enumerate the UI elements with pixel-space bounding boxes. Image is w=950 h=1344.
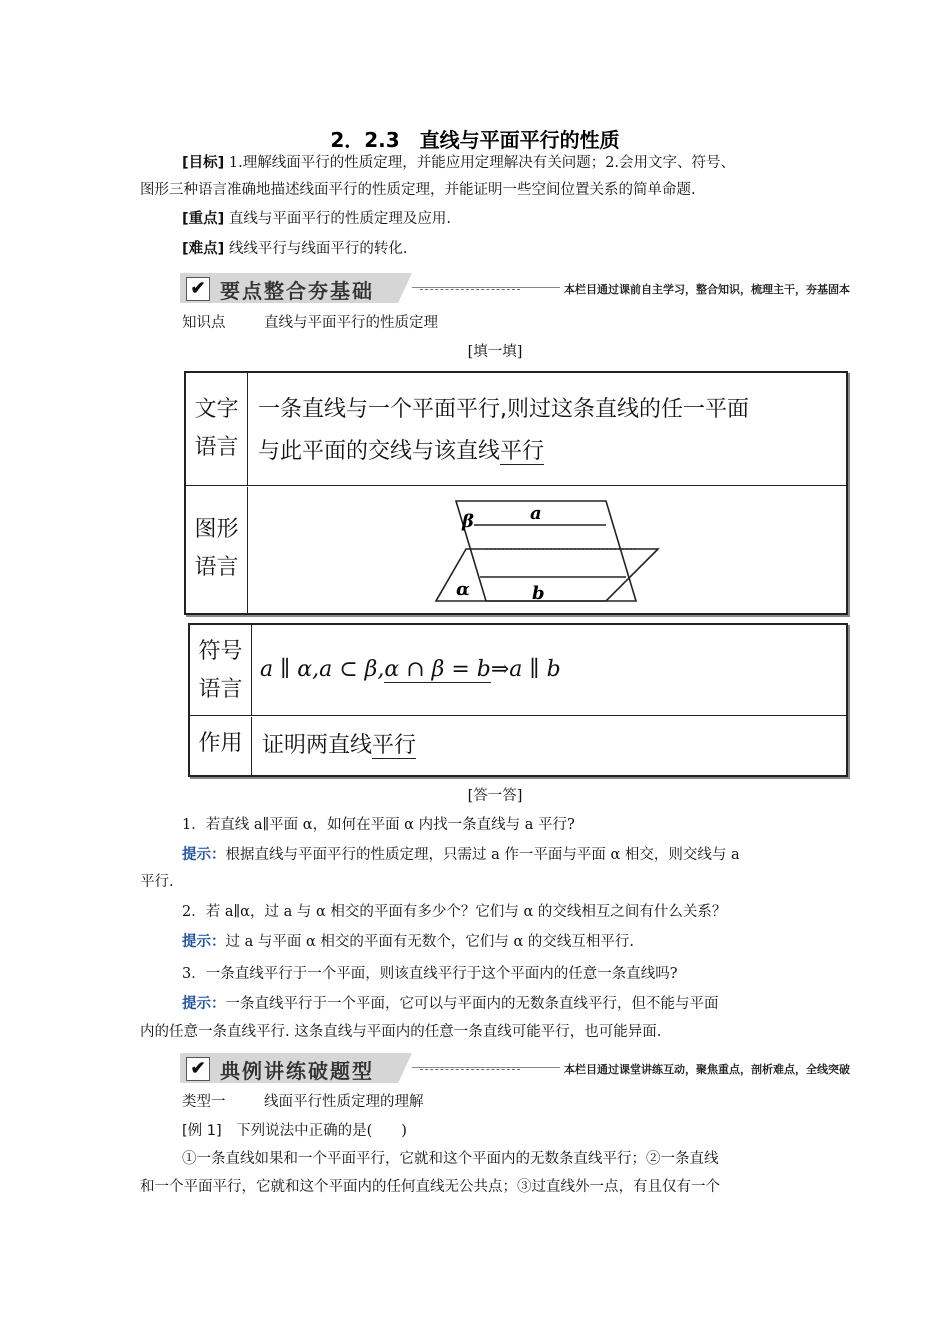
label-beta: β: [462, 511, 474, 532]
row-figure-label-1: 图形: [194, 517, 239, 542]
row-symbol-label-1: 符号: [198, 639, 243, 664]
goal-paragraph: [140, 150, 820, 177]
example-label: [例 1]: [182, 1123, 222, 1139]
hint-1-label: 提示：: [182, 847, 226, 863]
example-para-2: 和一个平面平行，它就和这个平面内的任何直线无公共点；③过直线外一点，有且仅有一个: [140, 1179, 720, 1195]
key-text: 直线与平面平行的性质定理及应用.: [224, 211, 451, 227]
use-text: 证明两直线: [262, 733, 373, 758]
row-figure-label-2: 语言: [194, 555, 239, 580]
question-3: 3．一条直线平行于一个平面，则该直线平行于这个平面内的任意一条直线吗?: [182, 966, 678, 982]
answer-use-parallel: 平行: [372, 733, 417, 758]
hint-1-text: 根据直线与平面平行的性质定理，只需过 a 作一平面与平面 α 相交，则交线与 a: [225, 847, 740, 863]
symbol-premise: a ∥ α,a ⊂ β,: [260, 657, 385, 682]
knowledge-title: 直线与平面平行的性质定理: [264, 315, 438, 331]
difficulty-paragraph: [140, 236, 820, 263]
banner-title: 典例讲练破题型: [220, 1059, 374, 1083]
hint-2: [140, 929, 820, 956]
example-question: 下列说法中正确的是( ): [221, 1123, 407, 1139]
banner-title: 要点整合夯基础: [220, 279, 374, 303]
example-para-1: ①一条直线如果和一个平面平行，它就和这个平面内的无数条直线平行；②一条直线: [182, 1151, 719, 1167]
label-alpha: α: [456, 579, 470, 600]
answer-label: [答一答]: [467, 788, 523, 804]
key-paragraph: [140, 206, 820, 233]
hint-1-text-2: 平行.: [140, 874, 174, 890]
symbol-conclusion: ⇒a ∥ b: [490, 657, 561, 682]
label-a: a: [530, 503, 542, 524]
hint-2-label: 提示：: [182, 934, 226, 950]
hint-3-text: 一条直线平行于一个平面，它可以与平面内的无数条直线平行，但不能与平面: [225, 996, 719, 1012]
plane-beta: [456, 501, 636, 601]
label-b: b: [532, 583, 545, 604]
hint-3: [140, 991, 820, 1018]
page-title: 2．2.3 直线与平面平行的性质: [330, 128, 620, 152]
row-text-content-1: 一条直线与一个平面平行,则过这条直线的任一平面: [258, 397, 749, 422]
hint-1: [140, 842, 820, 869]
difficulty-text: 线线平行与线面平行的转化.: [224, 241, 408, 257]
knowledge-label: 知识点: [182, 315, 226, 331]
difficulty-label: [难点]: [182, 241, 225, 257]
checkmark-icon: ✔: [186, 277, 210, 301]
question-2: 2．若 a∥α，过 a 与 α 相交的平面有多少个？它们与 α 的交线相互之间有什么关系？: [182, 904, 727, 920]
plane-diagram: [426, 491, 666, 609]
goal-text-1: 1.理解线面平行的性质定理，并能应用定理解决有关问题；2.会用文字、符号、: [224, 155, 736, 171]
banner-note: 本栏目通过课堂讲练互动，聚焦重点，剖析难点，全线突破: [560, 1061, 850, 1077]
checkmark-icon: ✔: [186, 1057, 210, 1081]
row-symbol-label-2: 语言: [198, 677, 243, 702]
type-label: 类型一: [182, 1094, 226, 1110]
section-banner-1: [180, 273, 850, 303]
row-text-content-2: 与此平面的交线与该直线: [258, 439, 501, 464]
question-1: 1．若直线 a∥平面 α，如何在平面 α 内找一条直线与 a 平行?: [182, 817, 575, 833]
theorem-table-top: [184, 371, 848, 615]
row-text-label-2: 语言: [194, 435, 239, 460]
example-line: [182, 1119, 407, 1140]
hint-3-text-2: 内的任意一条直线平行. 这条直线与平面内的任意一条直线可能平行，也可能异面.: [140, 1024, 662, 1040]
section-banner-2: [180, 1053, 850, 1083]
hint-2-text: 过 a 与平面 α 相交的平面有无数个，它们与 α 的交线互相平行.: [225, 934, 634, 950]
hint-3-label: 提示：: [182, 996, 226, 1012]
row-text-label-1: 文字: [194, 397, 239, 422]
answer-intersection: α ∩ β = b: [384, 657, 491, 682]
theorem-table-bottom: [188, 623, 848, 777]
banner-note: 本栏目通过课前自主学习，整合知识，梳理主干，夯基固本: [560, 281, 850, 297]
fill-label: [填一填]: [467, 344, 523, 360]
key-label: [重点]: [182, 211, 225, 227]
answer-parallel: 平行: [500, 439, 545, 464]
row-use-label: 作用: [190, 717, 252, 775]
type-title: 线面平行性质定理的理解: [264, 1094, 424, 1110]
goal-label: [目标]: [182, 155, 225, 171]
goal-text-2: 图形三种语言准确地描述线面平行的性质定理，并能证明一些空间位置关系的简单命题.: [140, 182, 696, 198]
